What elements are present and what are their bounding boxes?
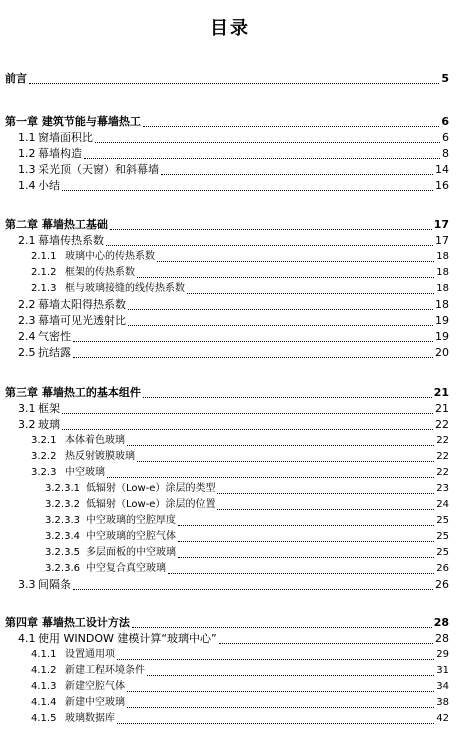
section-title: 框架	[38, 402, 60, 415]
toc-chapter-entry[interactable]	[0, 385, 460, 400]
page-number: 42	[436, 713, 449, 724]
section-title: 前言	[5, 72, 27, 85]
section-title: 使用 WINDOW 建模计算“玻璃中心”	[38, 632, 217, 645]
section-title: 幕墙太阳得热系数	[38, 298, 126, 311]
section-number: 3.2.3.4	[45, 531, 80, 542]
toc-entry[interactable]	[0, 465, 460, 480]
page-number: 18	[436, 267, 449, 278]
dot-leader	[219, 631, 433, 644]
page-number: 22	[436, 451, 449, 462]
toc-entry[interactable]	[0, 178, 460, 193]
page-number: 26	[435, 578, 449, 591]
section-title: 低辐射（Low-e）涂层的位置	[86, 499, 216, 510]
section-number: 2.1	[18, 234, 36, 247]
toc-entry[interactable]	[0, 529, 460, 544]
section-title: 采光顶（天窗）和斜幕墙	[38, 163, 159, 176]
page-number: 25	[436, 531, 449, 542]
section-number: 1.4	[18, 179, 36, 192]
toc-entry[interactable]	[0, 561, 460, 576]
dot-leader	[157, 249, 434, 262]
section-title: 本体着色玻璃	[65, 435, 125, 446]
page-number: 22	[436, 435, 449, 446]
dot-leader	[128, 297, 433, 310]
page-number: 21	[433, 386, 449, 399]
section-number: 4.1.4	[31, 697, 57, 708]
section-title: 低辐射（Low-e）涂层的类型	[86, 483, 216, 494]
toc-chapter-entry[interactable]	[0, 71, 460, 86]
dot-leader	[137, 265, 434, 278]
section-title: 中空玻璃的空腔气体	[86, 531, 176, 542]
page-number: 25	[436, 547, 449, 558]
dot-leader	[62, 401, 433, 414]
page-number: 26	[436, 563, 449, 574]
section-title: 中空玻璃	[65, 467, 105, 478]
toc-chapter-entry[interactable]	[0, 217, 460, 232]
toc-entry[interactable]	[0, 401, 460, 416]
dot-leader	[117, 711, 434, 724]
page-number: 18	[435, 298, 449, 311]
dot-leader	[127, 433, 434, 446]
page-number: 29	[436, 649, 449, 660]
dot-leader	[29, 71, 439, 84]
dot-leader	[62, 178, 433, 191]
section-title: 第三章 幕墙热工的基本组件	[5, 386, 141, 399]
section-number: 3.2.3.3	[45, 515, 80, 526]
section-title: 多层面板的中空玻璃	[86, 547, 176, 558]
page-number: 17	[433, 218, 449, 231]
section-number: 3.2.1	[31, 435, 57, 446]
dot-leader	[178, 545, 434, 558]
page-number: 23	[436, 483, 449, 494]
toc-entry[interactable]	[0, 545, 460, 560]
dot-leader	[73, 577, 433, 590]
section-title: 幕墙构造	[38, 147, 82, 160]
toc-entry[interactable]	[0, 449, 460, 464]
section-number: 3.2.3.6	[45, 563, 80, 574]
section-title: 设置通用项	[65, 649, 115, 660]
section-title: 中空复合真空玻璃	[86, 563, 166, 574]
page-number: 24	[436, 499, 449, 510]
toc-entry[interactable]	[0, 281, 460, 296]
toc-chapter-entry[interactable]	[0, 615, 460, 630]
section-title: 抗结露	[38, 346, 71, 359]
section-number: 4.1.3	[31, 681, 57, 692]
page-number: 25	[436, 515, 449, 526]
dot-leader	[178, 513, 434, 526]
dot-leader	[178, 529, 434, 542]
section-number: 2.3	[18, 314, 36, 327]
dot-leader	[117, 647, 434, 660]
dot-leader	[127, 695, 434, 708]
toc-entry[interactable]	[0, 233, 460, 248]
page-number: 5	[441, 72, 449, 85]
toc-entry[interactable]	[0, 249, 460, 264]
section-number: 3.2.3	[31, 467, 57, 478]
section-title: 第四章 幕墙热工设计方法	[5, 616, 130, 629]
section-title: 玻璃数据库	[65, 713, 115, 724]
page-number: 6	[442, 131, 449, 144]
section-title: 幕墙传热系数	[38, 234, 104, 247]
page-number: 16	[435, 179, 449, 192]
toc-entry[interactable]	[0, 265, 460, 280]
section-number: 3.2.3.1	[45, 483, 80, 494]
section-title: 第一章 建筑节能与幕墙热工	[5, 115, 141, 128]
page-number: 28	[435, 632, 449, 645]
dot-leader	[128, 313, 433, 326]
page-number: 38	[436, 697, 449, 708]
section-title: 间隔条	[38, 578, 71, 591]
section-number: 2.1.1	[31, 251, 57, 262]
toc-entry[interactable]	[0, 329, 460, 344]
dot-leader	[147, 663, 434, 676]
section-number: 1.3	[18, 163, 36, 176]
section-title: 新建工程环境条件	[65, 665, 145, 676]
dot-leader	[62, 417, 433, 430]
page-number: 18	[436, 251, 449, 262]
toc-entry[interactable]	[0, 663, 460, 678]
section-title: 新建空腔气体	[65, 681, 125, 692]
section-title: 热反射镀膜玻璃	[65, 451, 135, 462]
section-title: 新建中空玻璃	[65, 697, 125, 708]
page-title: 目录	[210, 18, 250, 39]
section-number: 4.1	[18, 632, 36, 645]
toc-entry[interactable]	[0, 481, 460, 496]
section-title: 窗墙面积比	[38, 131, 93, 144]
dot-leader	[110, 217, 432, 230]
page-number: 6	[441, 115, 449, 128]
section-number: 3.1	[18, 402, 36, 415]
dot-leader	[217, 497, 434, 510]
section-title: 小结	[38, 179, 60, 192]
section-number: 1.2	[18, 147, 36, 160]
section-number: 3.2.3.2	[45, 499, 80, 510]
toc-chapter-entry[interactable]	[0, 114, 460, 129]
section-title: 框与玻璃接缝的线传热系数	[65, 283, 185, 294]
dot-leader	[217, 481, 434, 494]
toc-entry[interactable]	[0, 577, 460, 592]
dot-leader	[106, 233, 433, 246]
section-number: 2.4	[18, 330, 36, 343]
toc-entry[interactable]	[0, 417, 460, 432]
section-number: 3.2.3.5	[45, 547, 80, 558]
section-number: 3.3	[18, 578, 36, 591]
section-number: 2.5	[18, 346, 36, 359]
page-number: 18	[436, 283, 449, 294]
dot-leader	[73, 345, 433, 358]
section-title: 幕墙可见光透射比	[38, 314, 126, 327]
toc-entry[interactable]	[0, 345, 460, 360]
dot-leader	[95, 130, 440, 143]
section-title: 框架的传热系数	[65, 267, 135, 278]
toc-entry[interactable]	[0, 679, 460, 694]
dot-leader	[143, 385, 432, 398]
page-number: 31	[436, 665, 449, 676]
dot-leader	[73, 329, 433, 342]
toc-entry[interactable]	[0, 647, 460, 662]
section-title: 玻璃中心的传热系数	[65, 251, 155, 262]
section-number: 4.1.5	[31, 713, 57, 724]
toc-entry[interactable]	[0, 695, 460, 710]
section-title: 第二章 幕墙热工基础	[5, 218, 108, 231]
section-number: 2.2	[18, 298, 36, 311]
page-number: 22	[435, 418, 449, 431]
section-title: 气密性	[38, 330, 71, 343]
toc-entry[interactable]	[0, 497, 460, 512]
toc-entry[interactable]	[0, 433, 460, 448]
page-number: 22	[436, 467, 449, 478]
page-number: 19	[435, 314, 449, 327]
page-number: 34	[436, 681, 449, 692]
dot-leader	[127, 679, 434, 692]
section-number: 4.1.2	[31, 665, 57, 676]
page-number: 19	[435, 330, 449, 343]
page-number: 20	[435, 346, 449, 359]
page-number: 28	[433, 616, 449, 629]
dot-leader	[161, 162, 433, 175]
section-number: 4.1.1	[31, 649, 57, 660]
dot-leader	[143, 114, 439, 127]
dot-leader	[132, 615, 432, 628]
page-number: 21	[435, 402, 449, 415]
dot-leader	[137, 449, 434, 462]
page-number: 14	[435, 163, 449, 176]
page-number: 17	[435, 234, 449, 247]
dot-leader	[187, 281, 434, 294]
toc-entry[interactable]	[0, 313, 460, 328]
toc-entry[interactable]	[0, 711, 460, 726]
section-number: 3.2.2	[31, 451, 57, 462]
page-number: 8	[442, 147, 449, 160]
section-number: 2.1.3	[31, 283, 57, 294]
dot-leader	[107, 465, 434, 478]
section-number: 3.2	[18, 418, 36, 431]
toc-entry[interactable]	[0, 631, 460, 646]
section-title: 中空玻璃的空腔厚度	[86, 515, 176, 526]
dot-leader	[84, 146, 440, 159]
toc-entry[interactable]	[0, 162, 460, 177]
toc-entry[interactable]	[0, 297, 460, 312]
toc-entry[interactable]	[0, 513, 460, 528]
section-number: 2.1.2	[31, 267, 57, 278]
section-number: 1.1	[18, 131, 36, 144]
toc-entry[interactable]	[0, 130, 460, 145]
dot-leader	[168, 561, 434, 574]
toc-entry[interactable]	[0, 146, 460, 161]
section-title: 玻璃	[38, 418, 60, 431]
